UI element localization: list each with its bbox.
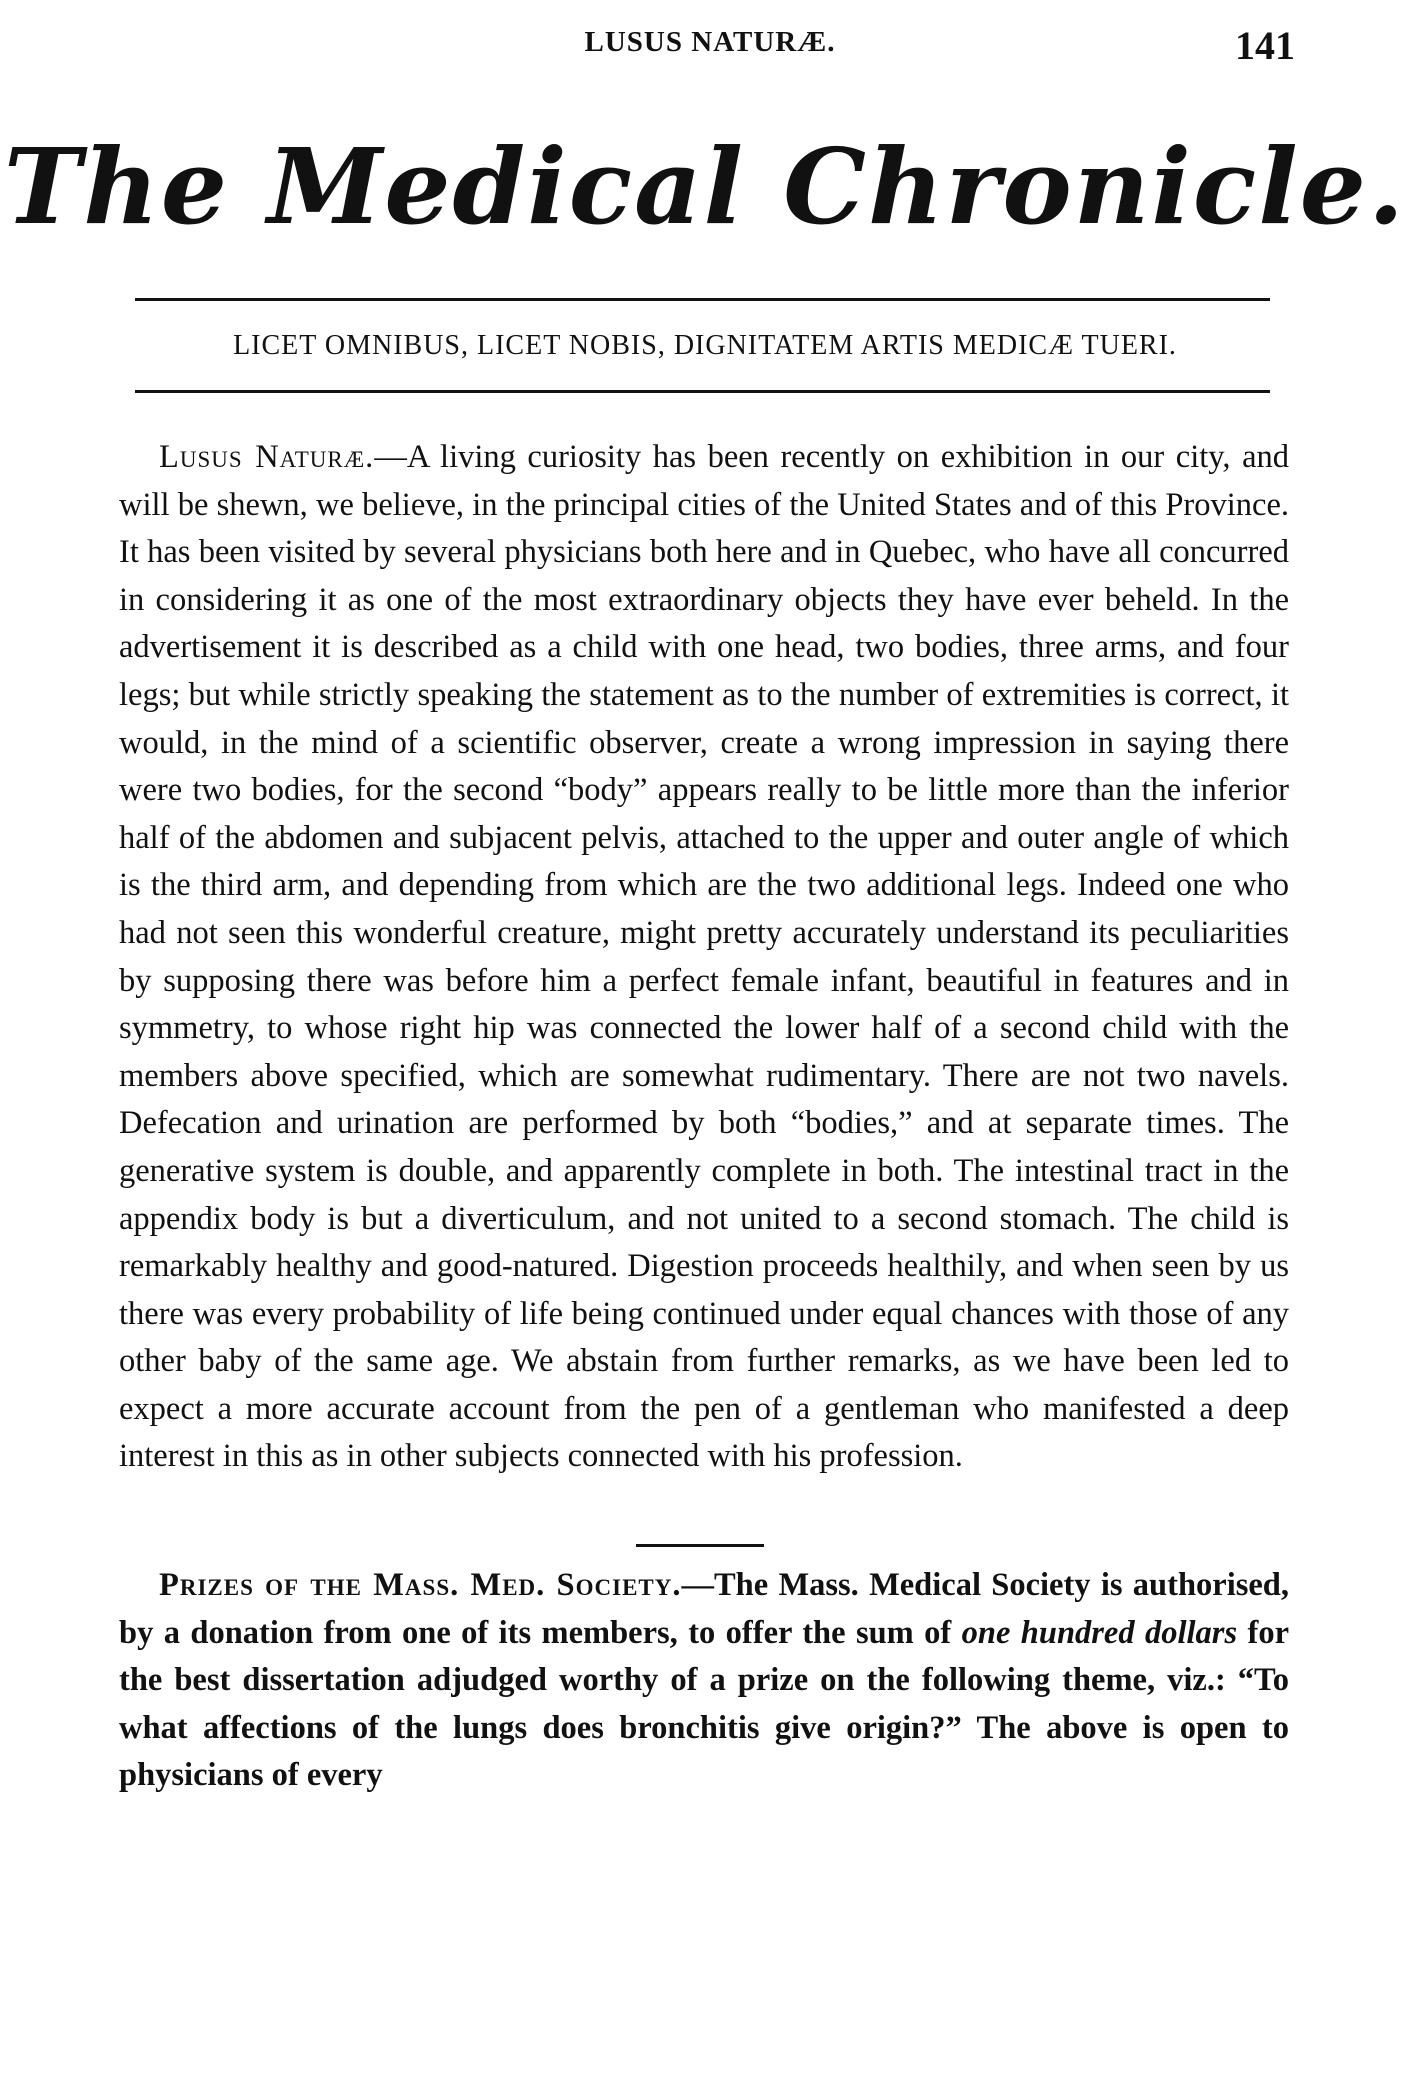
masthead-rule-top: [135, 298, 1270, 301]
article-prizes-clip: [0, 1562, 1410, 2062]
article-prizes-emphasis: one hundred dollars: [961, 1614, 1238, 1651]
running-head-title: LUSUS NATURÆ.: [584, 26, 836, 58]
article-lusus-naturae: [119, 434, 1289, 1481]
running-head: [125, 23, 1295, 68]
masthead-rule-bottom: [135, 390, 1270, 393]
article-prizes-heading: Prizes of the Mass. Med. Society.: [159, 1567, 682, 1603]
article-lusus-body: —A living curiosity has been recently on exhibition in our city, and will be shewn, we believe, in the principal cities of the United States and of this Province. It has been visited by several physicians both here and in Quebec, who have all concurred in considering it as one of the most extraordinary objects they have ever beheld. In the advertisement it is described as a child with one head, two bodies, three arms, and four legs; but while strictly speaking the statement as to the number of extremities is correct, it would, in the mind of a scientific observer, create a wrong impression in saying there were two bodies, for the second “body” appears really to be little more than the inferior half of the abdomen and subjacent pelvis, attached to the upper and outer angle of which is the third arm, and depending from which are the two additional legs. Indeed one who had not seen this wonderful creature, might pretty accurately understand its peculiarities by supposing there was before him a perfect female infant, beautiful in features and in symmetry, to whose right hip was connected the lower half of a second child with the members above specified, which are somewhat rudimentary. There are not two navels. Defecation and urination are performed by both “bodies,” and at separate times. The generative system is double, and apparently complete in both. The intestinal tract in the appendix body is but a diverticulum, and not united to a second stomach. The child is remarkably healthy and good-natured. Digestion proceeds healthily, and when seen by us there was every probability of life being continued under equal chances with those of any other baby of the same age. We abstain from further remarks, as we have been led to expect a more accurate account from the pen of a gentleman who manifested a deep interest in this as in other subjects connected with his profession.: [119, 439, 1289, 1475]
article-lusus-heading: Lusus Naturæ.: [159, 439, 375, 475]
masthead-title: The Medical Chronicle.: [3, 125, 1407, 248]
section-divider: [636, 1544, 764, 1547]
article-prizes: [119, 1562, 1289, 1800]
page-number: 141: [1235, 23, 1295, 68]
article-prizes-body-start: —The Mass. Medical Society is authorised, by a donation from one of its members, to offer the sum of: [119, 1567, 1289, 1651]
article-prizes-body-end: for the best dissertation adjudged worthy of a prize on the following theme, viz.: “To what affections of the lungs does bronchitis give origin?” The above is open to physicians of every: [119, 1614, 1290, 1794]
masthead-motto: LICET OMNIBUS, LICET NOBIS, DIGNITATEM ARTIS MEDICÆ TUERI.: [233, 330, 1177, 361]
